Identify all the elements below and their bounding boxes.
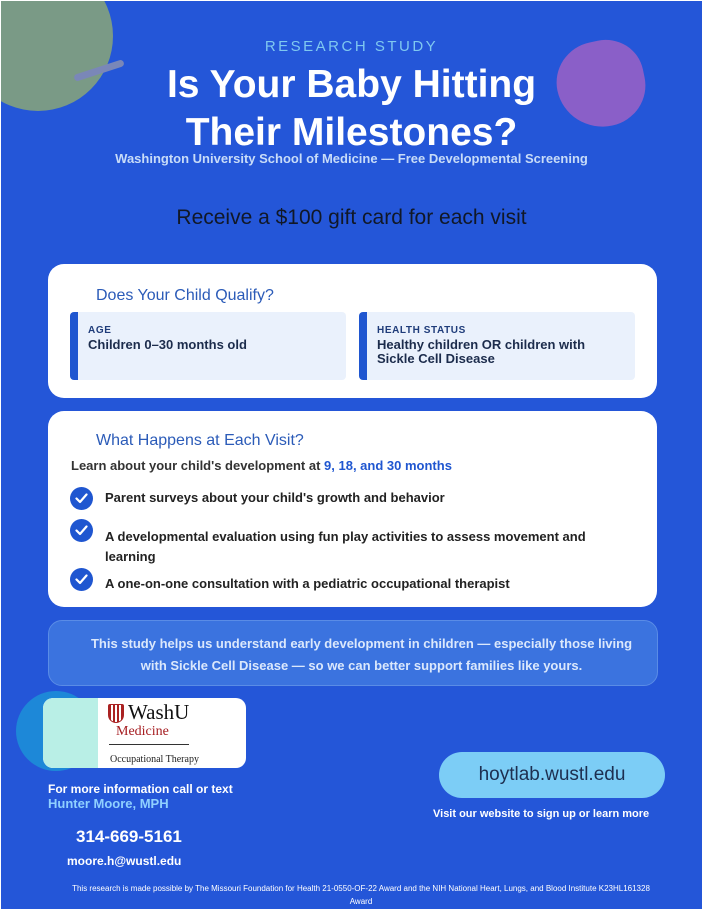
logo-divider <box>109 744 189 745</box>
contact-name: Hunter Moore, MPH <box>48 796 169 811</box>
title-line-2: Their Milestones? <box>185 111 518 154</box>
website-note: Visit our website to sign up or learn more <box>433 808 650 820</box>
website-link-button[interactable]: hoytlab.wustl.edu <box>439 752 665 798</box>
health-status-value: Healthy children OR children with Sickle Cell Disease <box>377 337 586 366</box>
check-icon <box>70 487 93 510</box>
health-status-box <box>359 312 635 380</box>
age-box <box>70 312 346 380</box>
qualify-heading: Does Your Child Qualify? <box>96 287 274 304</box>
contact-phone[interactable]: 314-669-5161 <box>76 827 182 846</box>
visit-heading: What Happens at Each Visit? <box>96 432 304 449</box>
flyer-page <box>1 1 702 909</box>
subtitle: Washington University School of Medicine — Free Developmental Screening <box>115 151 588 166</box>
washu-logo <box>43 698 246 768</box>
logo-brand: WashU <box>128 700 190 724</box>
age-label: AGE <box>88 325 112 336</box>
logo-dept: Occupational Therapy <box>110 754 199 765</box>
check-icon <box>70 519 93 542</box>
study-purpose-banner <box>48 620 658 686</box>
washu-crest-icon <box>108 704 124 723</box>
funding-footer: This research is made possible by The Missouri Foundation for Health 21-0550-OF-22 Award and the NIH National Heart, Lungs, and Blood Institute K23HL161328 Award <box>72 884 650 906</box>
gift-card-offer: Receive a $100 gift card for each visit <box>176 206 527 229</box>
visit-lead <box>71 458 452 473</box>
logo-mint-panel <box>43 698 98 768</box>
banner-text: This study helps us understand early development in children — especially those living with Sickle Cell Disease — so we can better support families like yours. <box>90 636 633 673</box>
contact-email[interactable]: moore.h@wustl.edu <box>67 854 182 868</box>
qualify-card <box>48 264 657 398</box>
visit-card <box>48 411 657 607</box>
eyebrow-text: RESEARCH STUDY <box>264 38 439 55</box>
logo-sub: Medicine <box>116 724 169 739</box>
visit-lead-highlight: 9, 18, and 30 months <box>324 458 452 473</box>
visit-item-consultation: A one-on-one consultation with a pediatric occupational therapist <box>105 576 510 591</box>
visit-item-evaluation: A developmental evaluation using fun play activities to assess movement and learning <box>105 529 586 564</box>
title-line-1: Is Your Baby Hitting <box>166 63 537 106</box>
contact-label: For more information call or text <box>48 782 233 796</box>
visit-lead-prefix: Learn about your child's development at <box>71 458 321 473</box>
page-title <box>1 61 702 157</box>
age-value: Children 0–30 months old <box>88 337 247 352</box>
visit-item-surveys: Parent surveys about your child's growth and behavior <box>105 490 445 505</box>
check-icon <box>70 568 93 591</box>
health-status-label: HEALTH STATUS <box>377 325 466 336</box>
